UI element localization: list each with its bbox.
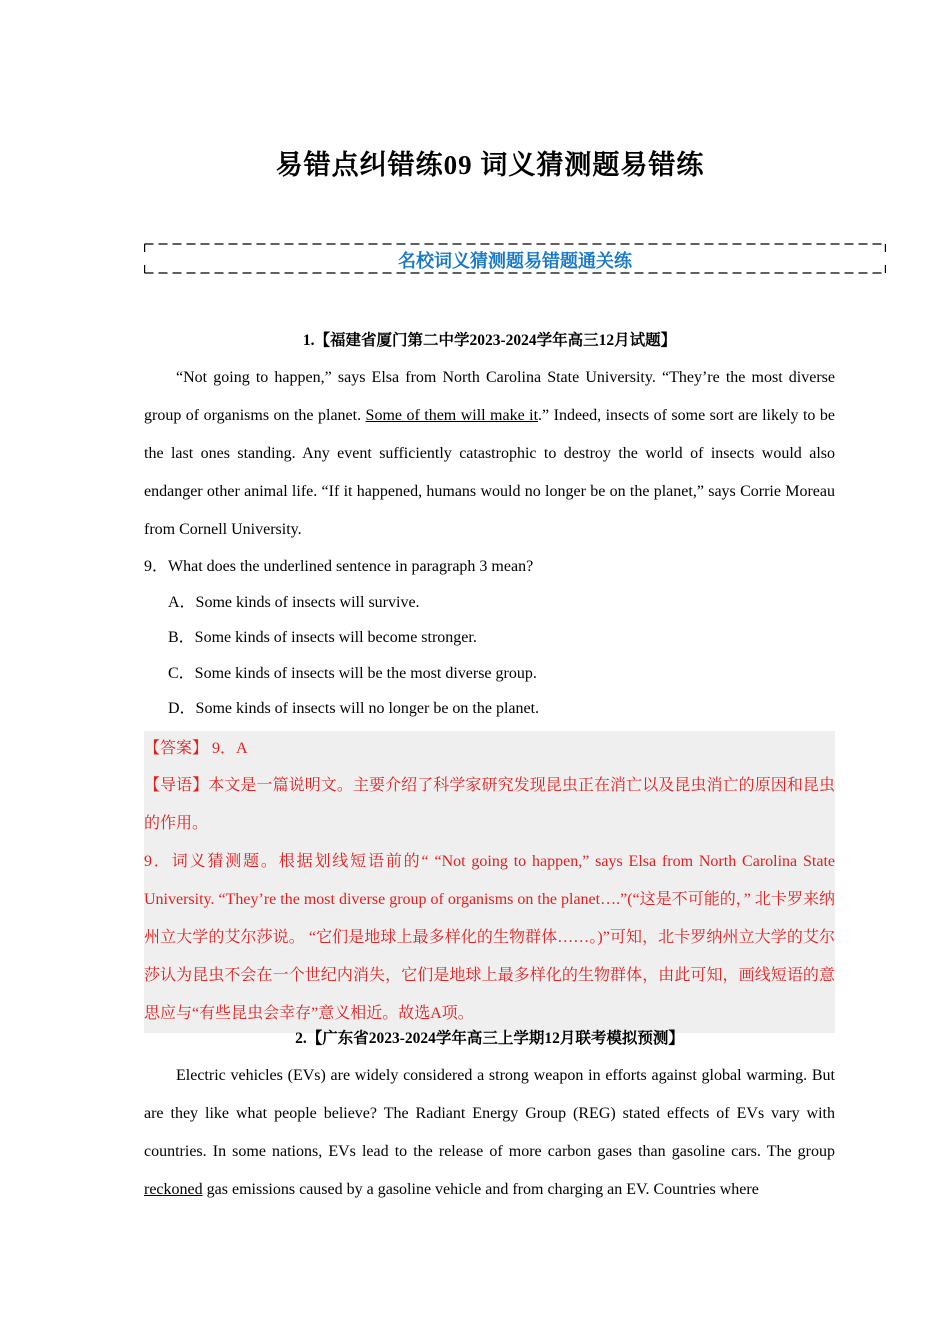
answer: 【答案】 9．A [144,739,248,757]
question-1 [144,327,835,1033]
passage-text: “Not going to happen,” says Elsa from North Carolina State University. “They’re the most diverse group of organisms on the planet. [144,369,835,424]
reading-passage [144,1057,835,1209]
option-c: C．Some kinds of insects will be the most diverse group. [168,664,537,682]
passage-text: Electric vehicles (EVs) are widely considered a strong weapon in efforts against global warming. But are they like what people believe? The Radiant Energy Group (REG) stated effects of EVs vary with countries. In some nations, EVs lead to the release of more carbon gases than gasoline cars. The group [144,1067,835,1160]
option-b: B．Some kinds of insects will become stronger. [168,629,477,646]
option-d: D．Some kinds of insects will no longer be on the planet. [168,700,540,717]
question-text: 9．What does the underlined sentence in paragraph 3 mean? [144,558,534,575]
passage-text: .” Indeed, insects of some sort are likely to be the last ones standing. Any event sufficiently catastrophic to destroy the world of insects would also endanger other animal life. “If it happened, humans would no longer be on the planet,” says Corrie Moreau from Cornell University. [144,407,835,538]
section-banner [144,243,886,275]
banner-title: 名校词义猜测题易错题通关练 [398,251,632,272]
guide-text: 【导语】本文是一篇说明文。主要介绍了科学家研究发现昆虫正在消亡以及昆虫消亡的原因和昆虫的作用。 [144,776,835,832]
underlined-word: reckoned [144,1181,203,1198]
answer-box [144,731,835,1033]
option-a: A．Some kinds of insects will survive. [168,593,420,611]
source-label: 2.【广东省2023-2024学年高三上学期12月联考模拟预测】 [295,1030,684,1047]
underlined-sentence: Some of them will make it [365,407,539,424]
explanation-text: 9．词义猜测题。根据划线短语前的“ “Not going to happen,” says Elsa from North Carolina State University. “They’re the most diverse group of organisms on the planet….”(“这是不可能的，” 北卡罗来纳州立大学的艾尔莎说。 “它们是地球上最多样化的生物群体……。)”可知，北卡罗纳州立大学的艾尔莎认为昆虫不会在一个世纪内消失，它们是地球上最多样化的生物群体，由此可知，画线短语的意思应与“有些昆虫会幸存”意义相近。故选A项。 [144,852,835,1022]
question-2 [144,1025,835,1209]
source-label: 1.【福建省厦门第二中学2023-2024学年高三12月试题】 [302,332,677,349]
page-title: 易错点纠错练09 词义猜测题易错练 [275,150,705,180]
passage-text: gas emissions caused by a gasoline vehicle and from charging an EV. Countries where [202,1181,759,1198]
reading-passage [144,359,835,549]
